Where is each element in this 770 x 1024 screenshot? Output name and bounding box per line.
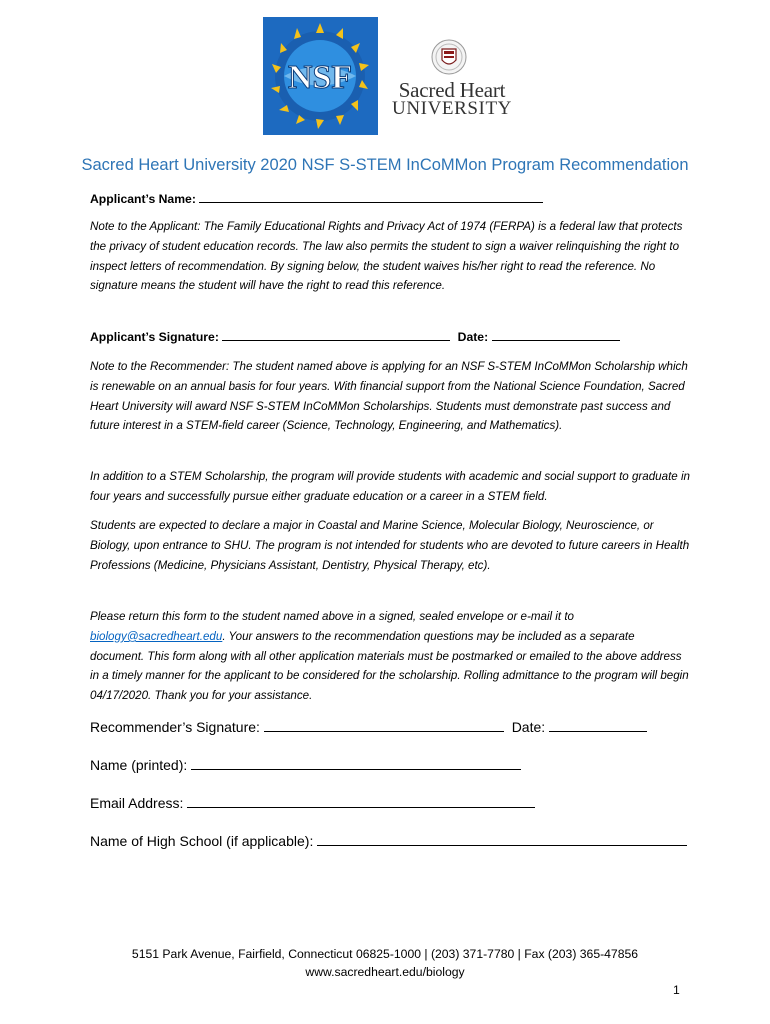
page-number: 1 bbox=[673, 983, 680, 997]
applicant-name-row bbox=[90, 191, 543, 206]
name-printed-row bbox=[90, 757, 521, 773]
recommender-signature-field[interactable] bbox=[264, 720, 504, 732]
return-instructions-paragraph bbox=[90, 607, 690, 706]
university-logo bbox=[392, 38, 512, 122]
high-school-row bbox=[90, 833, 687, 849]
applicant-date-field[interactable] bbox=[492, 329, 620, 341]
applicant-name-field[interactable] bbox=[199, 191, 543, 203]
recommender-date-label: Date: bbox=[511, 719, 546, 735]
high-school-label: Name of High School (if applicable): bbox=[90, 833, 314, 849]
applicant-signature-field[interactable] bbox=[222, 329, 450, 341]
nsf-logo bbox=[263, 17, 378, 135]
university-name-line2: UNIVERSITY bbox=[392, 98, 512, 119]
email-address-label: Email Address: bbox=[90, 795, 184, 811]
document-title: Sacred Heart University 2020 NSF S-STEM InCoMMon Program Recommendation bbox=[81, 156, 689, 174]
majors-paragraph: Students are expected to declare a major in Coastal and Marine Science, Molecular Biology, Neuroscience, or Biology, upon entrance to SHU. The program is not intended for students who are devoted to future careers in Health Professions (Medicine, Physicians Assistant, Dentistry, Physical Therapy, etc). bbox=[90, 519, 690, 572]
footer-website: www.sacredheart.edu/biology bbox=[305, 965, 465, 979]
email-address-field[interactable] bbox=[187, 796, 535, 808]
return-text-before: Please return this form to the student named above in a signed, sealed envelope or e-mail it to bbox=[90, 610, 574, 623]
applicant-signature-row bbox=[90, 329, 620, 344]
recommender-signature-label: Recommender’s Signature: bbox=[90, 719, 260, 735]
footer-address: 5151 Park Avenue, Fairfield, Connecticut 06825-1000 | (203) 371-7780 | Fax (203) 365-47856 bbox=[131, 947, 639, 961]
email-address-row bbox=[90, 795, 535, 811]
applicant-date-label: Date: bbox=[457, 330, 489, 344]
program-support-paragraph: In addition to a STEM Scholarship, the program will provide students with academic and social support to graduate in four years and successfully pursue either graduate education or a career in a STEM field. bbox=[90, 470, 690, 503]
name-printed-label: Name (printed): bbox=[90, 757, 188, 773]
biology-email-link[interactable]: biology@sacredheart.edu bbox=[90, 629, 223, 643]
university-crest-icon bbox=[431, 38, 467, 76]
recommender-signature-row bbox=[90, 719, 647, 735]
high-school-field[interactable] bbox=[317, 834, 687, 846]
recommender-date-field[interactable] bbox=[549, 720, 647, 732]
applicant-name-label: Applicant’s Name: bbox=[90, 192, 196, 206]
note-to-applicant: Note to the Applicant: The Family Educational Rights and Privacy Act of 1974 (FERPA) is a federal law that protects the privacy of student education records. The law also permits the student to sign a waiver relinquishing the right to inspect letters of recommendation. By signing below, the student waives his/her right to read the reference. No signature means the student will have the right to read this reference. bbox=[90, 220, 683, 293]
applicant-signature-label: Applicant’s Signature: bbox=[90, 330, 219, 344]
university-name-line1: Sacred Heart bbox=[398, 78, 506, 102]
name-printed-field[interactable] bbox=[191, 758, 521, 770]
svg-text:NSF: NSF bbox=[287, 59, 353, 96]
return-text-after: . Your answers to the recommendation questions may be included as a separate document. This form along with all other application materials must be postmarked or emailed to the above address in a timely manner for the applicant to be considered for the scholarship. Rolling admittance to the program will begin 04/17/2020. Thank you for your assistance. bbox=[90, 629, 689, 703]
note-to-recommender: Note to the Recommender: The student named above is applying for an NSF S-STEM InCoMMon Scholarship which is renewable on an annual basis for four years. With financial support from the National Science Foundation, Sacred Heart University will award NSF S-STEM InCoMMon Scholarships. Students must demonstrate past success and future interest in a STEM-field career (Science, Technology, Engineering, and Mathematics). bbox=[90, 360, 688, 433]
